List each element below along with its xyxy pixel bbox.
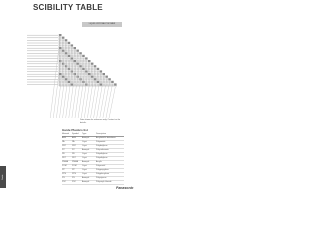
footnote: Data shown for reference only. Contact us for details. [80,119,121,124]
matrix-cell [59,57,62,59]
guide-cell: Acrylic [96,161,102,163]
matrix-col-label [94,74,101,118]
matrix-cell [105,81,108,83]
matrix-cell [71,50,74,52]
guide-cell: Polypropylene [96,169,109,171]
matrix-cell [76,55,79,57]
matrix-cell [65,52,68,54]
guide-cell: PPS [62,173,67,175]
matrix-cell [97,78,100,80]
brand-logo: Panasonic [116,186,134,190]
matrix-cell [91,83,94,85]
matrix-cell [76,50,79,52]
matrix-cell [59,73,62,75]
matrix-cell [59,65,62,67]
guide-cell: PP [72,169,75,171]
matrix-cell [74,60,77,62]
guide-cell: Cryst. [82,145,88,147]
guide-cell: PC [72,149,75,151]
matrix-cell [100,83,103,85]
matrix-cell [62,60,65,62]
matrix-cell [85,78,88,80]
matrix-col-label [50,38,60,118]
guide-cell: PE [62,153,65,155]
matrix-cell [74,83,77,85]
matrix-cell [79,68,82,70]
matrix-cell [68,47,71,49]
guide-cell: PP [62,169,65,171]
guide-cell: Cryst. [82,153,88,155]
guide-cell: PBT [72,145,76,147]
guide-cell: Polyethylene [96,157,108,159]
guide-cell: Amorph. [82,149,90,151]
matrix-cell [76,78,79,80]
matrix-cell [62,42,65,44]
matrix-cell [82,83,85,85]
matrix-cell [94,70,97,72]
matrix-cell [103,83,106,85]
matrix-cell [59,34,62,36]
matrix-cell [97,73,100,75]
guide-cell: PET [62,157,66,159]
matrix-cell [108,78,111,80]
matrix-cell [76,63,79,65]
guide-cell: Polyethylene [96,153,108,155]
guide-cell: PET [72,157,76,159]
matrix-cell [82,70,85,72]
matrix-cell [88,60,91,62]
matrix-cell [59,39,62,41]
guide-cell: Cryst. [82,165,88,167]
guide-cell: ABS [72,137,77,139]
guide-cell: Cryst. [82,157,88,159]
matrix-cell [71,44,74,46]
matrix-cell [71,57,74,59]
matrix-cell [91,68,94,70]
matrix-cell [105,76,108,78]
guide-col-material: Material [62,133,70,135]
matrix-cell [100,76,103,78]
matrix-cell [68,57,71,59]
matrix-cell [74,52,77,54]
matrix-cell [88,65,91,67]
guide-col-symbol: Symbol [72,133,79,135]
guide-cell: Polystyrene [96,177,107,179]
guide-cell: PVC [62,181,67,183]
guide-cell: PE [72,153,75,155]
guide-cell: Polybutylene [96,145,108,147]
matrix-cell [68,78,71,80]
matrix-cell [103,78,106,80]
matrix-cell [82,68,85,70]
matrix-cell [74,63,77,65]
matrix-cell [62,37,65,39]
guide-cell: Amorph. [82,161,90,163]
matrix-header-band: LIQUID CRYSTAL POLYMER [82,22,122,27]
guide-cell: Polyamide [96,141,106,143]
guide-cell: Cryst. [82,141,88,143]
matrix-cell [68,42,71,44]
matrix-cell [79,81,82,83]
matrix-cell [62,76,65,78]
compatibility-matrix [13,28,123,124]
guide-plastics-table [62,133,124,185]
matrix-cell [76,73,79,75]
page-title: SCIBILITY TABLE [33,3,103,12]
matrix-cell [79,57,82,59]
matrix-cell [111,81,114,83]
matrix-cell [59,83,62,85]
matrix-cell [88,70,91,72]
matrix-cell [59,52,62,54]
matrix-cell [68,65,71,67]
guide-cell: Polyvinyl chloride [96,181,112,183]
matrix-cell [62,52,65,54]
matrix-cell [91,76,94,78]
matrix-cell [68,83,71,85]
matrix-cell [97,81,100,83]
matrix-cell [91,73,94,75]
matrix-cell [79,52,82,54]
guide-cell: ABS [62,137,67,139]
matrix-cell [82,55,85,57]
matrix-cell [65,39,68,41]
matrix-cell [71,81,74,83]
matrix-cell [76,65,79,67]
guide-col-type: Type [82,133,87,135]
guide-cell: PS [62,177,65,179]
guide-cell: PMMA [72,161,78,163]
matrix-cell [59,47,62,49]
matrix-col-label [103,82,110,118]
matrix-cell [74,76,77,78]
matrix-cell [71,83,74,85]
matrix-cell [65,70,68,72]
matrix-cell [91,63,94,65]
matrix-cell [114,83,117,85]
matrix-cell [59,50,62,52]
matrix-cell [74,70,77,72]
matrix-cell [65,55,68,57]
guide-table-body [62,137,124,185]
matrix-cell [91,78,94,80]
guide-cell: PS [72,177,75,179]
matrix-cell [62,68,65,70]
matrix-cell [100,70,103,72]
guide-cell: PA [62,141,65,143]
matrix-cell [79,65,82,67]
guide-cell: Cryst. [82,173,88,175]
guide-cell: POM [72,165,77,167]
guide-cell: PVC [72,181,77,183]
guide-cell: Acrylonitrile butadiene [96,137,116,139]
matrix-cell [88,81,91,83]
matrix-cell [65,63,68,65]
guide-cell: Amorph. [82,181,90,183]
matrix-cell [65,81,68,83]
guide-cell: PA [72,141,75,143]
guide-cell: POM [62,165,67,167]
matrix-cell [85,63,88,65]
guide-cell: PBT [62,145,66,147]
matrix-cell [59,76,62,78]
guide-cell: Cryst. [82,169,88,171]
matrix-cell [94,78,97,80]
matrix-col-label [106,84,112,118]
guide-plastics-title: Guide Plastics list [62,128,88,132]
matrix-cell [100,81,103,83]
matrix-cell [88,76,91,78]
matrix-cell [85,57,88,59]
matrix-cell [65,78,68,80]
matrix-col-label [109,87,115,118]
guide-cell: Polycarbonate [96,149,109,151]
guide-cell: Polyacetal [96,165,106,167]
matrix-cell [85,70,88,72]
guide-col-description: Description [96,133,107,135]
guide-cell: PMMA [62,161,68,163]
side-tab[interactable]: Guide [0,166,6,188]
matrix-cell [65,76,68,78]
guide-cell: Amorph. [82,137,90,139]
matrix-cell [62,50,65,52]
matrix-cell [74,47,77,49]
matrix-cell [97,68,100,70]
matrix-cell [103,73,106,75]
matrix-cell [94,65,97,67]
guide-table-row [62,181,124,185]
matrix-col-label [53,40,63,118]
matrix-cell [68,55,71,57]
matrix-cell [65,44,68,46]
matrix-cell [94,76,97,78]
matrix-cell [62,55,65,57]
matrix-cell [82,60,85,62]
matrix-cell [62,78,65,80]
guide-cell: PPS [72,173,77,175]
matrix-cell [71,60,74,62]
guide-cell: Polyphenylene [96,173,110,175]
guide-cell: Amorph. [82,177,90,179]
guide-cell: PC [62,149,65,151]
matrix-cell [71,68,74,70]
matrix-cell [85,73,88,75]
matrix-cell [68,81,71,83]
matrix-cell [88,73,91,75]
